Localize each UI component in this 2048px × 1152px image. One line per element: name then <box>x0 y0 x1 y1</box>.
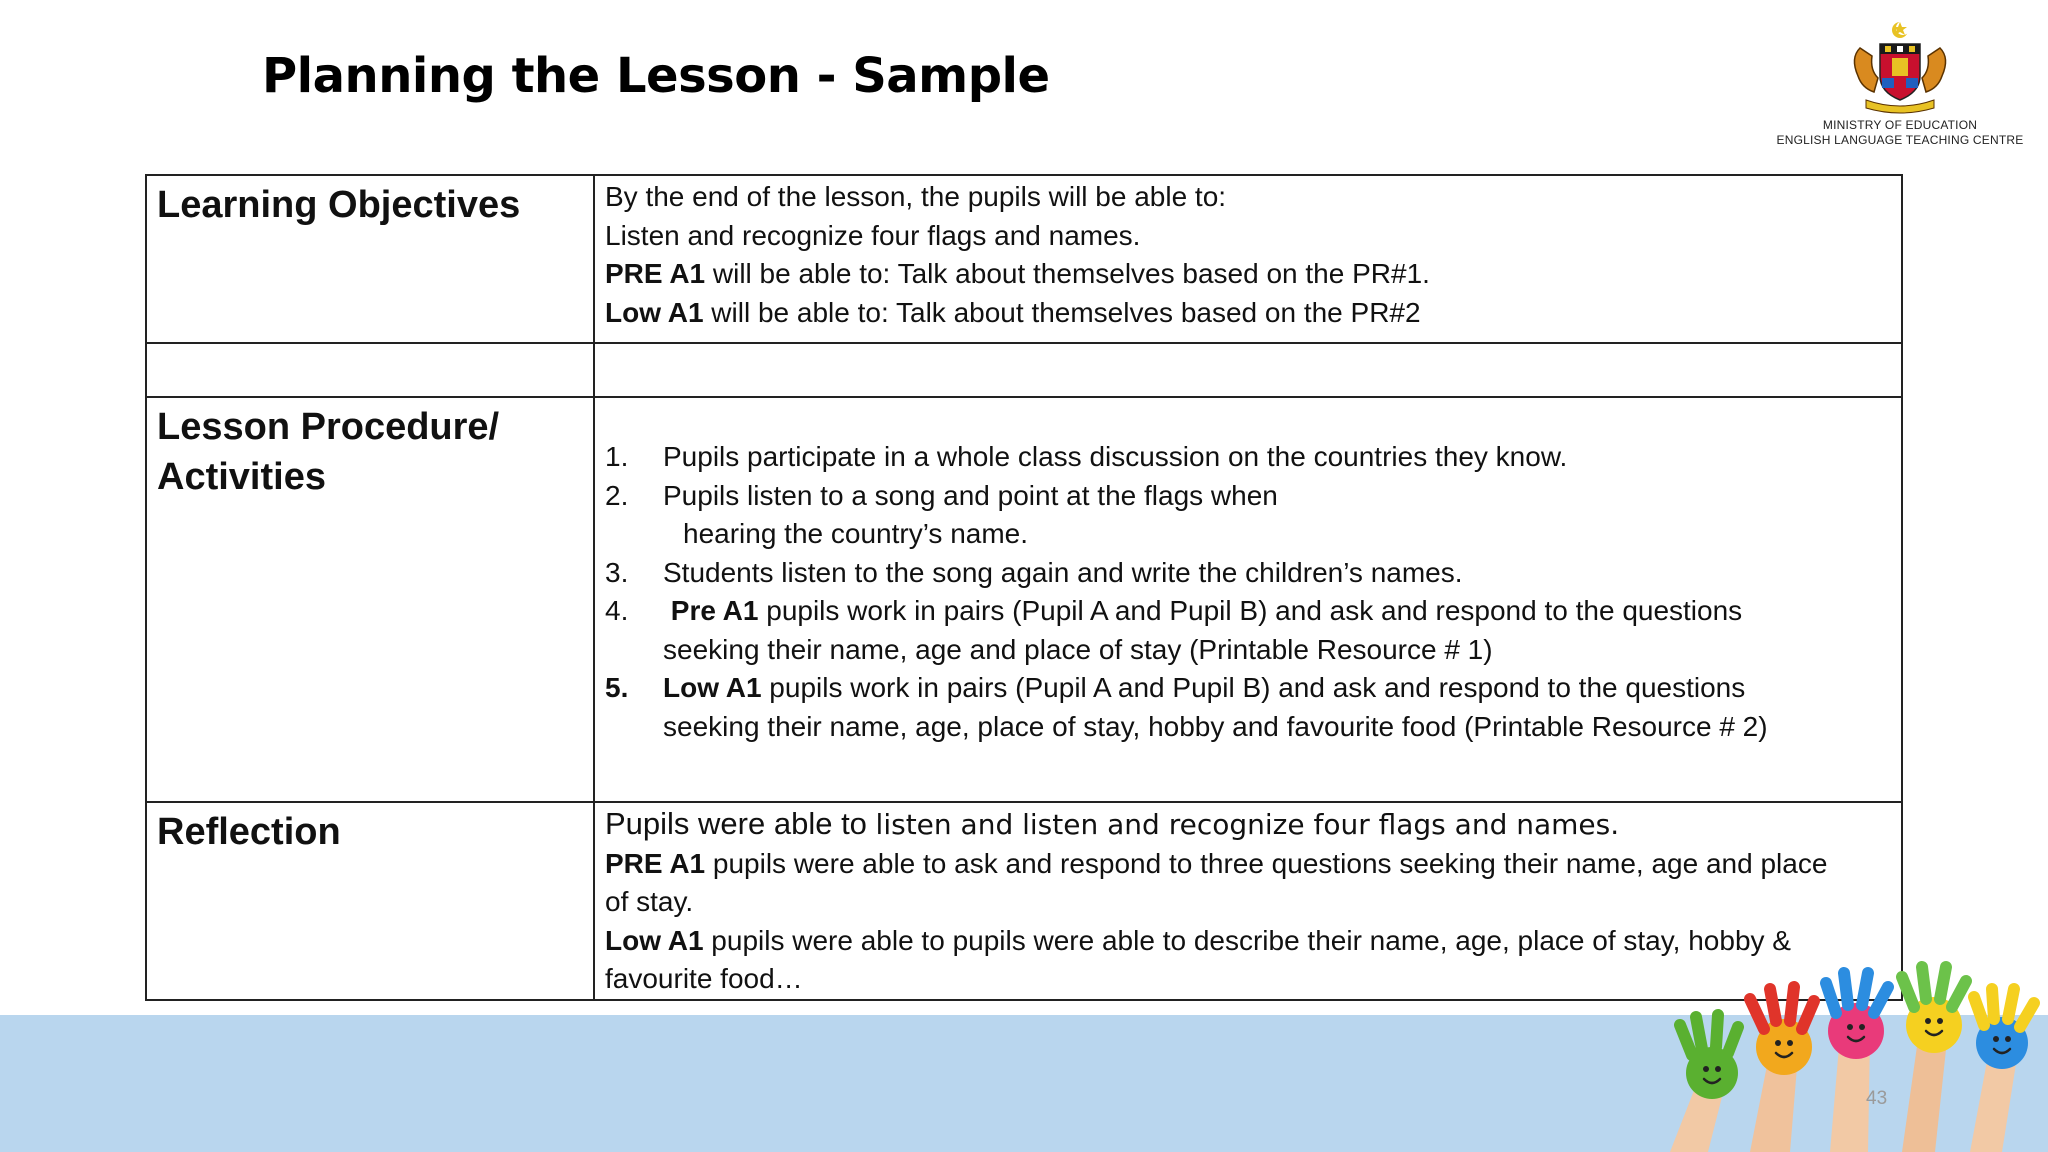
low-a1-label: Low A1 <box>605 296 704 328</box>
procedure-step <box>605 554 1891 593</box>
step-text: Pupils listen to a song and point at the flags when <box>663 479 1278 511</box>
reflection-label: Reflection <box>146 802 594 1000</box>
procedure-row <box>146 397 1902 802</box>
pre-a1-label: Pre A1 <box>670 595 759 626</box>
reflection-line-5: favourite food… <box>605 963 803 994</box>
procedure-content <box>594 397 1902 802</box>
procedure-label-line-2: Activities <box>157 456 326 498</box>
objectives-line-3 <box>605 255 1891 294</box>
low-a1-label: Low A1 <box>663 672 762 703</box>
step-number: 4. <box>605 595 629 626</box>
pre-a1-label: PRE A1 <box>605 847 706 879</box>
page-number: 43 <box>1866 1088 1888 1109</box>
step-text: Students listen to the song again and write the children’s names. <box>663 556 1463 588</box>
low-a1-label: Low A1 <box>605 924 704 956</box>
pre-a1-label: PRE A1 <box>605 258 706 289</box>
objectives-row <box>146 175 1902 343</box>
objectives-line-3-text: will be able to: Talk about themselves based on the PR#1. <box>705 258 1430 289</box>
reflection-line-1-b: listen and listen and recognize four flags and names. <box>875 808 1620 841</box>
objectives-label: Learning Objectives <box>146 175 594 343</box>
procedure-steps <box>605 438 1891 746</box>
reflection-line-1-a: Pupils were able to <box>605 806 876 841</box>
procedure-step <box>605 438 1891 477</box>
objectives-content <box>594 175 1902 343</box>
step-text <box>663 669 1891 708</box>
reflection-line-2-text: pupils were able to ask and respond to three questions seeking their name, age and place <box>705 847 1828 879</box>
step-text-rest: pupils work in pairs (Pupil A and Pupil B) and ask and respond to the questions <box>761 672 1746 703</box>
step-text: Pupils participate in a whole class discussion on the countries they know. <box>663 441 1568 472</box>
procedure-step <box>605 669 1891 746</box>
step-text-rest: pupils work in pairs (Pupil A and Pupil B) and ask and respond to the questions <box>758 595 1743 626</box>
reflection-line-4-text: pupils were able to pupils were able to describe their name, age, place of stay, hobby & <box>703 924 1791 956</box>
procedure-step <box>605 592 1891 669</box>
logo-line-2: ENGLISH LANGUAGE TEACHING CENTRE <box>1776 133 2024 147</box>
procedure-label-line-1: Lesson Procedure/ <box>157 406 500 448</box>
procedure-label <box>146 397 594 802</box>
ministry-logo <box>1770 18 2030 148</box>
step-text <box>663 592 1891 631</box>
procedure-step <box>605 477 1891 554</box>
objectives-line-2: Listen and recognize four flags and names. <box>605 219 1141 251</box>
reflection-line-3: of stay. <box>605 886 694 917</box>
painted-hands-icon <box>1630 955 2048 1152</box>
step-number: 2. <box>605 479 629 511</box>
page-title: Planning the Lesson - Sample <box>262 48 1050 104</box>
step-number: 3. <box>605 556 629 588</box>
objectives-line-4 <box>605 294 1891 333</box>
objectives-line-1: By the end of the lesson, the pupils will be able to: <box>605 181 1227 212</box>
step-number: 1. <box>605 441 629 472</box>
reflection-line-1 <box>605 805 1891 845</box>
coat-of-arms-icon <box>1840 18 1960 118</box>
empty-row <box>146 343 1902 397</box>
empty-content-cell <box>594 343 1902 397</box>
step-text-continued: seeking their name, age and place of stay (Printable Resource # 1) <box>663 633 1493 665</box>
step-text-continued: seeking their name, age, place of stay, hobby and favourite food (Printable Resource # 2) <box>663 710 1768 742</box>
step-text-continued: hearing the country’s name. <box>683 518 1029 549</box>
empty-label-cell <box>146 343 594 397</box>
logo-line-1: MINISTRY OF EDUCATION <box>1822 118 1978 132</box>
reflection-line-2 <box>605 845 1891 884</box>
objectives-line-4-text: will be able to: Talk about themselves based on the PR#2 <box>703 296 1421 328</box>
step-number: 5. <box>605 672 629 703</box>
lesson-plan-table <box>145 174 1903 1001</box>
